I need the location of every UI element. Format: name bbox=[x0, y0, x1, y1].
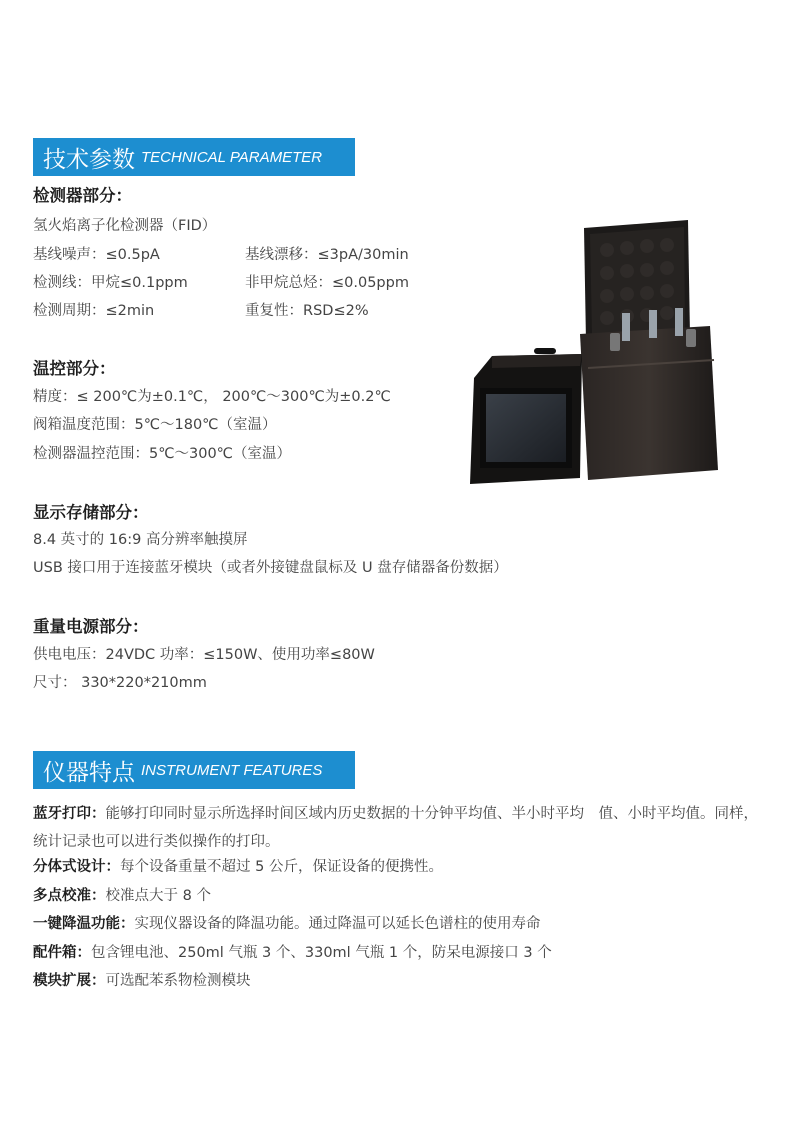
detector-temp-range: 检测器温控范围：5℃～300℃（室温） bbox=[33, 446, 291, 462]
section-banner-features bbox=[33, 751, 355, 789]
section-title-cn: 仪器特点 bbox=[43, 759, 135, 786]
section-title-cn: 技术参数 bbox=[43, 146, 135, 173]
feature-module-extension bbox=[33, 971, 251, 991]
power-supply: 供电电压：24VDC 功率：≤150W、使用功率≤80W bbox=[33, 647, 375, 663]
feature-text: 可选配苯系物检测模块 bbox=[105, 973, 251, 989]
section-banner-technical bbox=[33, 138, 355, 176]
detector-heading: 检测器部分： bbox=[33, 186, 132, 205]
power-size: 尺寸： 330*220*210mm bbox=[33, 675, 207, 691]
valve-temp-range: 阀箱温度范围：5℃～180℃（室温） bbox=[33, 417, 277, 433]
display-heading: 显示存储部分： bbox=[33, 503, 149, 522]
detection-cycle: 检测周期：≤2min bbox=[33, 303, 155, 319]
feature-label: 分体式设计： bbox=[33, 859, 120, 875]
feature-label: 多点校准： bbox=[33, 888, 106, 904]
repeatability: 重复性：RSD≤2% bbox=[245, 303, 369, 319]
detector-row-1 bbox=[33, 245, 409, 265]
temp-heading: 温控部分： bbox=[33, 359, 116, 378]
feature-text: 实现仪器设备的降温功能。通过降温可以延长色谱柱的使用寿命 bbox=[134, 916, 541, 932]
baseline-drift: 基线漂移：≤3pA/30min bbox=[245, 247, 409, 263]
feature-label: 模块扩展： bbox=[33, 973, 106, 989]
detector-row-2 bbox=[33, 273, 409, 293]
display-usb: USB 接口用于连接蓝牙模块（或者外接键盘鼠标及 U 盘存储器备份数据） bbox=[33, 560, 508, 576]
detector-type: 氢火焰离子化检测器（FID） bbox=[33, 218, 217, 234]
feature-bluetooth-print bbox=[33, 800, 761, 856]
product-photo bbox=[462, 218, 732, 490]
feature-split-design bbox=[33, 857, 443, 877]
feature-multi-calibration bbox=[33, 886, 211, 906]
feature-one-key-cooling bbox=[33, 914, 541, 934]
feature-text: 包含锂电池、250ml 气瓶 3 个、330ml 气瓶 1 个，防呆电源接口 3 个 bbox=[91, 945, 552, 961]
feature-text: 能够打印同时显示所选择时间区域内历史数据的十分钟平均值、半小时平均 值、小时平均值。同样，统计记录也可以进行类似操作的打印。 bbox=[33, 806, 758, 850]
display-screen: 8.4 英寸的 16:9 高分辨率触摸屏 bbox=[33, 532, 248, 548]
power-heading: 重量电源部分： bbox=[33, 617, 149, 636]
temp-precision: 精度：≤ 200℃为±0.1℃， 200℃～300℃为±0.2℃ bbox=[33, 389, 391, 405]
detection-limit: 检测线：甲烷≤0.1ppm bbox=[33, 275, 188, 291]
feature-label: 配件箱： bbox=[33, 945, 91, 961]
feature-label: 一键降温功能： bbox=[33, 916, 135, 932]
baseline-noise: 基线噪声：≤0.5pA bbox=[33, 247, 160, 263]
detector-row-3 bbox=[33, 301, 369, 321]
section-title-en: INSTRUMENT FEATURES bbox=[141, 761, 323, 779]
feature-label: 蓝牙打印： bbox=[33, 806, 106, 822]
feature-text: 每个设备重量不超过 5 公斤，保证设备的便携性。 bbox=[120, 859, 443, 875]
feature-accessory-box bbox=[33, 943, 552, 963]
section-title-en: TECHNICAL PARAMETER bbox=[141, 148, 323, 166]
feature-text: 校准点大于 8 个 bbox=[105, 888, 211, 904]
nmhc-limit: 非甲烷总烃：≤0.05ppm bbox=[245, 275, 409, 291]
